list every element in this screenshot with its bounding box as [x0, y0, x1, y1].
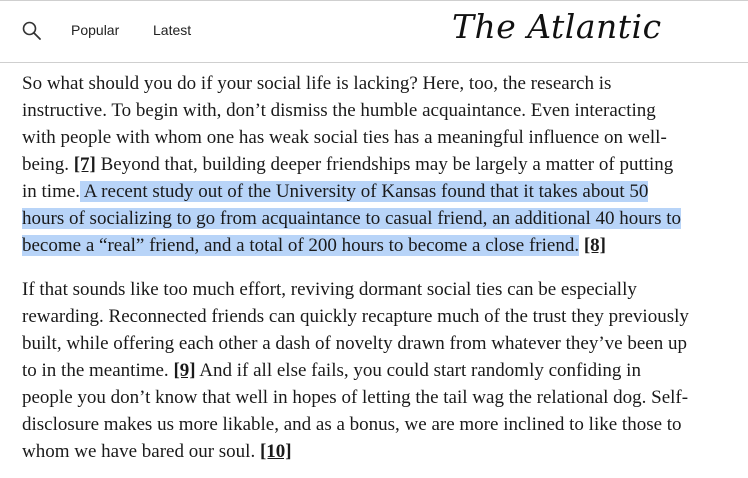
- footnote-ref-9[interactable]: [9]: [173, 360, 196, 381]
- footnote-ref-8[interactable]: [8]: [583, 235, 607, 256]
- text-line: If that sounds like too much effort, reviving dormant social ties can be especially: [22, 279, 637, 300]
- site-logo[interactable]: The Atlantic: [452, 7, 662, 46]
- footnote-ref-10[interactable]: [10]: [259, 441, 292, 462]
- text-line: disclosure makes us more likable, and as a bonus, we are more inclined to like those to: [22, 414, 682, 435]
- text-line: in time.: [22, 181, 81, 202]
- text-line: Beyond that, building deeper friendships may be largely a matter of putting: [95, 154, 674, 175]
- text-line: to in the meantime.: [22, 360, 174, 381]
- text-line: rewarding. Reconnected friends can quickly recapture much of the trust they previously: [22, 306, 689, 327]
- article-paragraph-1: [22, 70, 722, 259]
- top-navigation-bar: [0, 0, 748, 63]
- search-icon: [22, 21, 42, 41]
- text-line: instructive. To begin with, don’t dismiss the humble acquaintance. Even interacting: [22, 100, 656, 121]
- footnote-ref-7[interactable]: [7]: [73, 154, 96, 175]
- selected-text: A recent study out of the University of Kansas found that it takes about 50: [80, 181, 649, 202]
- text-line: And if all else fails, you could start randomly confiding in: [195, 360, 641, 381]
- article-body: [22, 70, 722, 465]
- text-line: built, while offering each other a dash of novelty drawn from whatever they’ve been up: [22, 333, 687, 354]
- article-paragraph-2: [22, 276, 722, 465]
- selected-text: hours of socializing to go from acquaintance to casual friend, an additional 40 hours to: [22, 208, 682, 229]
- selected-text: become a “real” friend, and a total of 200 hours to become a close friend.: [22, 235, 580, 256]
- nav-link-popular[interactable]: Popular: [71, 22, 120, 38]
- search-button[interactable]: [22, 21, 42, 41]
- text-line: people you don’t know that well in hopes of letting the tail wag the relational dog. Self-: [22, 387, 689, 408]
- text-line: whom we have bared our soul.: [22, 441, 260, 462]
- text-line: So what should you do if your social life is lacking? Here, too, the research is: [22, 73, 612, 94]
- text-line: being.: [22, 154, 74, 175]
- nav-link-latest[interactable]: Latest: [153, 22, 192, 38]
- text-line: with people with whom one has weak social ties has a meaningful influence on well-: [22, 127, 667, 148]
